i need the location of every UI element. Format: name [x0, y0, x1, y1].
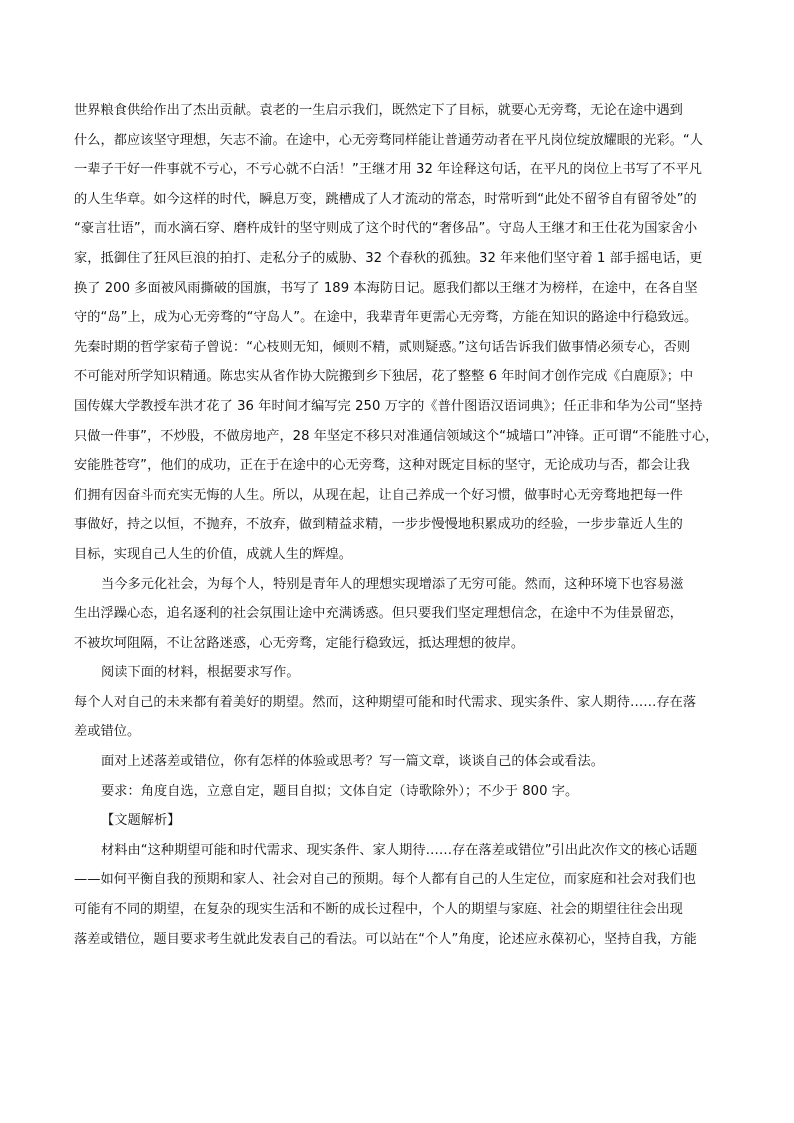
analysis-line: 落差或错位，题目要求考生就此发表自己的看法。可以站在“个人”角度，论述应永葆初心，坚持自我，方能	[74, 931, 697, 947]
paragraph-line: 世界粮食供给作出了杰出贡献。袁老的一生启示我们，既然定下了目标，就要心无旁骛，无论在途中遇到	[74, 103, 683, 118]
paragraph-line: 的人生华章。如今这样的时代，瞬息万变，跳槽成了人才流动的常态，时常听到“此处不留爷自有留爷处”的	[74, 191, 697, 207]
paragraph-line: 守的“岛”上，成为心无旁骛的“守岛人”。在途中，我辈青年更需心无旁骛，方能在知识的路途中行稳致远。	[74, 310, 698, 326]
paragraph-line: 家，抵御住了狂风巨浪的拍打、走私分子的威胁、32 个春秋的孤独。32 年来他们坚守着 1 部手摇电话，更	[74, 250, 703, 266]
analysis-line: ——如何平衡自我的预期和家人、社会对自己的预期。每个人都有自己的人生定位，而家庭和社会对我们也	[74, 872, 697, 888]
material-text: 差或错位。	[74, 724, 141, 740]
document-page	[74, 96, 724, 954]
paragraph-line: 们拥有因奋斗而充实无悔的人生。所以，从现在起，让自己养成一个好习惯，做事时心无旁骛地把每一件	[74, 487, 683, 503]
analysis-line: 可能有不同的期望，在复杂的现实生活和不断的成长过程中，个人的期望与家庭、社会的期望往往会出现	[74, 902, 683, 918]
paragraph-line: 安能胜苍穹”，他们的成功，正在于在途中的心无旁骛，这种对既定目标的坚守，无论成功与否，都会让我	[74, 458, 690, 474]
section-heading: 【文题解析】	[101, 813, 181, 829]
paragraph-line: 事做好，持之以恒，不抛弃，不放弃，做到精益求精，一步步慢慢地积累成功的经验，一步步靠近人生的	[74, 517, 683, 533]
prompt-question: 面对上述落差或错位，你有怎样的体验或思考？写一篇文章，谈谈自己的体会或看法。	[101, 754, 605, 770]
paragraph-line: 不可能对所学知识精通。陈忠实从省作协大院搬到乡下独居，花了整整 6 年时间才创作完成《白鹿原》；中	[74, 369, 694, 385]
paragraph-line: 先秦时期的哲学家荀子曾说：“心枝则无知，倾则不精，贰则疑惑。”这句话告诉我们做事情必须专心，否则	[74, 339, 691, 355]
material-text: 每个人对自己的未来都有着美好的期望。然而，这种期望可能和时代需求、现实条件、家人期待……存在落	[74, 694, 697, 710]
paragraph-line: 当今多元化社会，为每个人，特别是青年人的理想实现增添了无穷可能。然而，这种环境下也容易滋	[101, 576, 684, 592]
paragraph-line: 什么，都应该坚守理想，矢志不渝。在途中，心无旁骛同样能让普通劳动者在平凡岗位绽放耀眼的光彩。“人	[74, 132, 704, 148]
paragraph-line: 生出浮躁心态，追名逐利的社会氛围让途中充满诱惑。但只要我们坚定理想信念，在途中不为佳景留恋，	[74, 606, 683, 622]
paragraph-line: 换了 200 多面被风雨撕破的国旗，书写了 189 本海防日记。愿我们都以王继才为榜样，在途中，在各自坚	[74, 280, 698, 296]
analysis-line: 材料由“这种期望可能和时代需求、现实条件、家人期待……存在落差或错位”引出此次作文的核心话题	[101, 842, 698, 858]
paragraph-line: 国传媒大学教授车洪才花了 36 年时间才编写完 250 万字的《普什图语汉语词典》；任正非和华为公司“坚持	[74, 398, 703, 414]
paragraph-line: 只做一件事”，不炒股，不做房地产，28 年坚定不移只对准通信领域这个“城墙口”冲锋。正可谓“不能胜寸心，	[74, 428, 719, 444]
prompt-requirements: 要求：角度自选，立意自定，题目自拟；文体自定（诗歌除外）；不少于 800 字。	[101, 783, 579, 799]
paragraph-line: 目标，实现自己人生的价值，成就人生的辉煌。	[74, 546, 352, 562]
paragraph-line: 不被坎坷阻隔，不让岔路迷惑，心无旁骛，定能行稳致远，抵达理想的彼岸。	[74, 635, 525, 651]
prompt-instruction: 阅读下面的材料，根据要求写作。	[101, 665, 300, 681]
paragraph-line: 一辈子干好一件事就不亏心，不亏心就不白活！”王继才用 32 年诠释这句话，在平凡的岗位上书写了不平凡	[74, 162, 702, 178]
paragraph-line: “豪言壮语”，而水滴石穿、磨杵成针的坚守则成了这个时代的“奢侈品”。守岛人王继才和王仕花为国家舍小	[74, 221, 698, 237]
